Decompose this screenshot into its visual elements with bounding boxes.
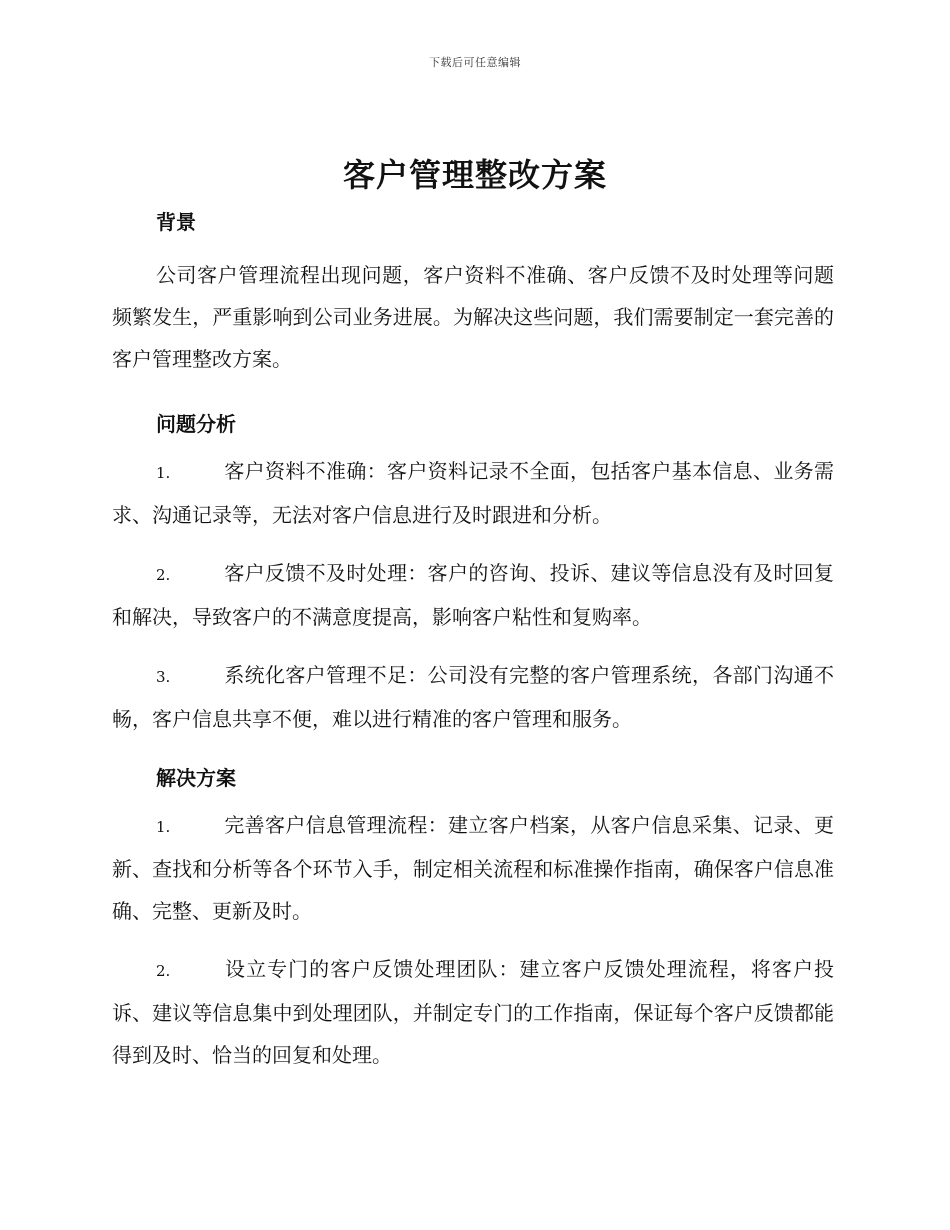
list-item-text: 完善客户信息管理流程：建立客户档案，从客户信息采集、记录、更新、查找和分析等各个环节入手，制定相关流程和标准操作指南，确保客户信息准确、完整、更新及时。	[112, 813, 834, 923]
document-title: 客户管理整改方案	[342, 156, 607, 194]
section-heading-problem-analysis: 问题分析	[156, 412, 236, 436]
background-paragraph: 公司客户管理流程出现问题，客户资料不准确、客户反馈不及时处理等问题频繁发生，严重影响到公司业务进展。为解决这些问题，我们需要制定一套完善的客户管理整改方案。	[112, 263, 834, 371]
list-item	[112, 948, 834, 1076]
list-item-number: 3.	[156, 668, 171, 686]
list-item	[112, 552, 834, 638]
section-heading-background: 背景	[156, 210, 196, 234]
list-item	[112, 654, 834, 740]
list-item-number: 1.	[156, 818, 171, 836]
section-heading-solutions: 解决方案	[156, 766, 236, 790]
list-item-text: 设立专门的客户反馈处理团队：建立客户反馈处理流程，将客户投诉、建议等信息集中到处理团队，并制定专门的工作指南，保证每个客户反馈都能得到及时、恰当的回复和处理。	[112, 957, 834, 1067]
list-item	[112, 804, 834, 932]
list-item-text: 客户资料不准确：客户资料记录不全面，包括客户基本信息、业务需求、沟通记录等，无法对客户信息进行及时跟进和分析。	[112, 459, 834, 527]
list-item	[112, 450, 834, 536]
list-item-text: 客户反馈不及时处理：客户的咨询、投诉、建议等信息没有及时回复和解决，导致客户的不满意度提高，影响客户粘性和复购率。	[112, 561, 834, 629]
list-item-number: 2.	[156, 962, 171, 980]
list-item-text: 系统化客户管理不足：公司没有完整的客户管理系统，各部门沟通不畅，客户信息共享不便，难以进行精准的客户管理和服务。	[112, 663, 834, 731]
list-item-number: 1.	[156, 464, 171, 482]
header-note: 下载后可任意编辑	[429, 56, 521, 69]
list-item-number: 2.	[156, 566, 171, 584]
document-body	[112, 200, 834, 1092]
